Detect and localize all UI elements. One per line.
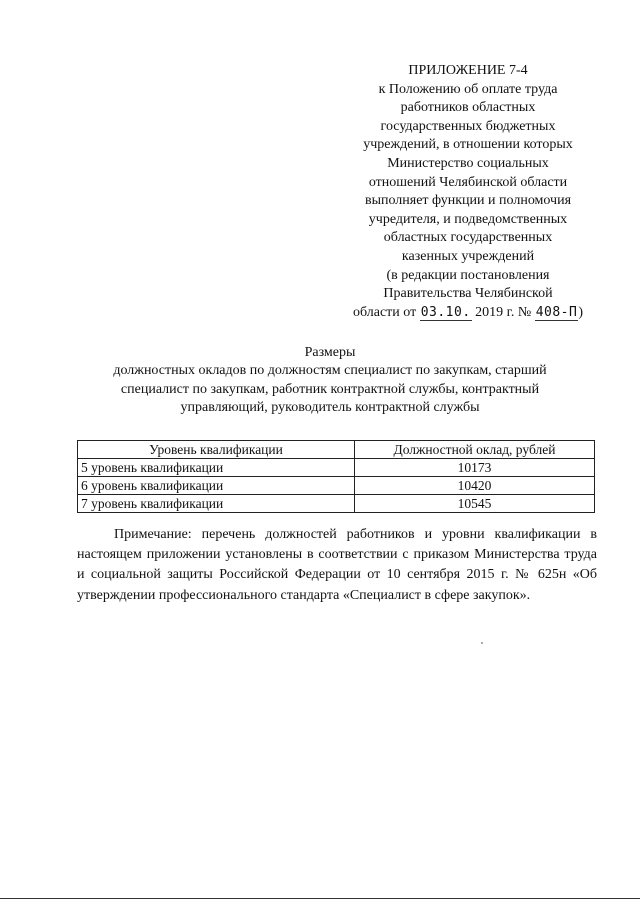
- table-header-row: [78, 441, 595, 459]
- qualification-cell: 6 уровень квалификации: [78, 477, 355, 495]
- header-line: областных государственных: [383, 230, 553, 246]
- header-line: учреждений, в отношении которых: [363, 137, 573, 153]
- note-paragraph: [77, 525, 597, 606]
- header-line: отношений Челябинской области: [368, 174, 568, 190]
- title-line: специалист по закупкам, работник контрактной службы, контрактный: [120, 381, 540, 397]
- header-line: работников областных: [400, 100, 536, 116]
- resolution-suffix: ): [578, 304, 584, 320]
- qualification-cell: 5 уровень квалификации: [78, 459, 355, 477]
- salary-cell: 10173: [355, 459, 595, 477]
- document-title: [60, 344, 600, 418]
- title-line: управляющий, руководитель контрактной службы: [180, 400, 480, 416]
- table-row: [78, 477, 595, 495]
- resolution-prefix: области от: [352, 304, 417, 320]
- salary-cell: 10545: [355, 495, 595, 513]
- resolution-number: 408-П: [535, 304, 578, 320]
- table-row: [78, 495, 595, 513]
- resolution-date: 03.10.: [420, 304, 471, 320]
- table-row: [78, 459, 595, 477]
- salary-cell: 10420: [355, 477, 595, 495]
- header-line: Министерство социальных: [387, 155, 549, 171]
- column-header-salary: Должностной оклад, рублей: [355, 441, 595, 459]
- header-line: государственных бюджетных: [380, 118, 556, 134]
- header-line: Правительства Челябинской: [383, 286, 553, 302]
- note-text: Примечание: перечень должностей работников и уровни квалификации в настоящем приложении установлены в соответствии с приказом Министерства труда и социальной защиты Российской Федерации от 10 сентября 2015 г. № 625н «Об утверждении профессионального стандарта «Специалист в сфере закупок».: [77, 527, 597, 603]
- title-line: должностных окладов по должностям специалист по закупкам, старший: [113, 363, 547, 379]
- scan-speck: [481, 642, 483, 644]
- header-line: к Положению об оплате труда: [378, 81, 558, 97]
- salary-table: [77, 440, 595, 513]
- header-line-resolution: [340, 304, 596, 323]
- header-line: ПРИЛОЖЕНИЕ 7-4: [408, 63, 528, 78]
- title-heading: Размеры: [304, 345, 356, 360]
- header-line: казенных учреждений: [401, 248, 535, 264]
- header-line: (в редакции постановления: [386, 267, 550, 283]
- page-bottom-edge: [0, 898, 640, 899]
- appendix-header: [340, 62, 596, 322]
- resolution-year: 2019 г. №: [475, 304, 532, 320]
- column-header-qualification: Уровень квалификации: [78, 441, 355, 459]
- header-line: учредителя, и подведомственных: [368, 211, 568, 227]
- header-line: выполняет функции и полномочия: [364, 193, 572, 209]
- qualification-cell: 7 уровень квалификации: [78, 495, 355, 513]
